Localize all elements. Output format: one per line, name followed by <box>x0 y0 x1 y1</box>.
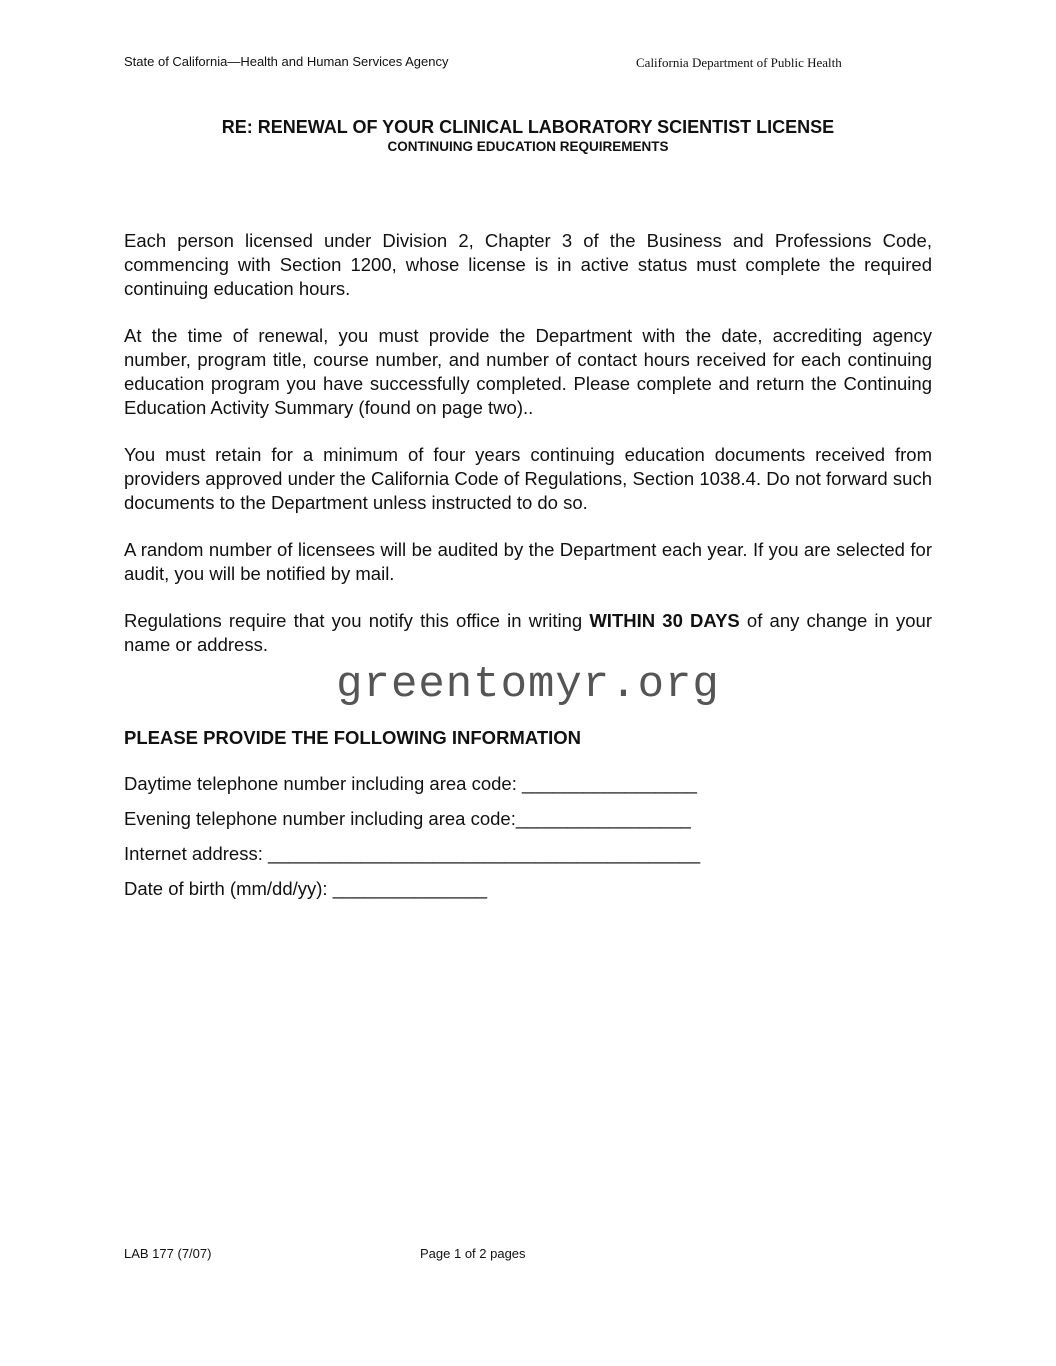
header-department: California Department of Public Health <box>636 55 842 70</box>
internet-address-field[interactable]: Internet address: __________________________________________ <box>124 843 701 864</box>
paragraph-license-scope: Each person licensed under Division 2, Chapter 3 of the Business and Professions Code, commencing with Section 1200, whose license is in active status must complete the required continuing education hours. <box>124 230 932 299</box>
daytime-phone-field[interactable]: Daytime telephone number including area code: _________________ <box>124 773 697 794</box>
notify-text-after: of any change in your name or address. <box>124 610 932 655</box>
header-agency: State of California—Health and Human Services Agency <box>124 54 449 69</box>
footer-form-number: LAB 177 (7/07) <box>124 1246 212 1261</box>
paragraph-document-retention: You must retain for a minimum of four years continuing education documents received from providers approved under the California Code of Regulations, Section 1038.4. Do not forward such documents to the Department unless instructed to do so. <box>124 444 932 513</box>
document-subtitle: CONTINUING EDUCATION REQUIREMENTS <box>387 139 669 154</box>
notify-deadline: WITHIN 30 DAYS <box>589 610 740 631</box>
footer-page-number: Page 1 of 2 pages <box>420 1246 526 1261</box>
document-title: RE: RENEWAL OF YOUR CLINICAL LABORATORY SCIENTIST LICENSE <box>221 117 835 137</box>
paragraph-renewal-requirements: At the time of renewal, you must provide the Department with the date, accrediting agency number, program title, course number, and number of contact hours received for each continuing education program you have successfully completed. Please complete and return the Continuing Education Activity Summary (found on page two).. <box>124 325 932 418</box>
evening-phone-field[interactable]: Evening telephone number including area code:_________________ <box>124 808 691 829</box>
paragraph-notify-change <box>124 609 932 657</box>
date-of-birth-field[interactable]: Date of birth (mm/dd/yy): _______________ <box>124 878 488 899</box>
paragraph-audit: A random number of licensees will be audited by the Department each year. If you are selected for audit, you will be notified by mail. <box>124 539 932 584</box>
info-section-heading: PLEASE PROVIDE THE FOLLOWING INFORMATION <box>124 727 582 748</box>
notify-text-before: Regulations require that you notify this office in writing <box>124 610 590 631</box>
watermark: greentomyr.org <box>336 660 720 710</box>
